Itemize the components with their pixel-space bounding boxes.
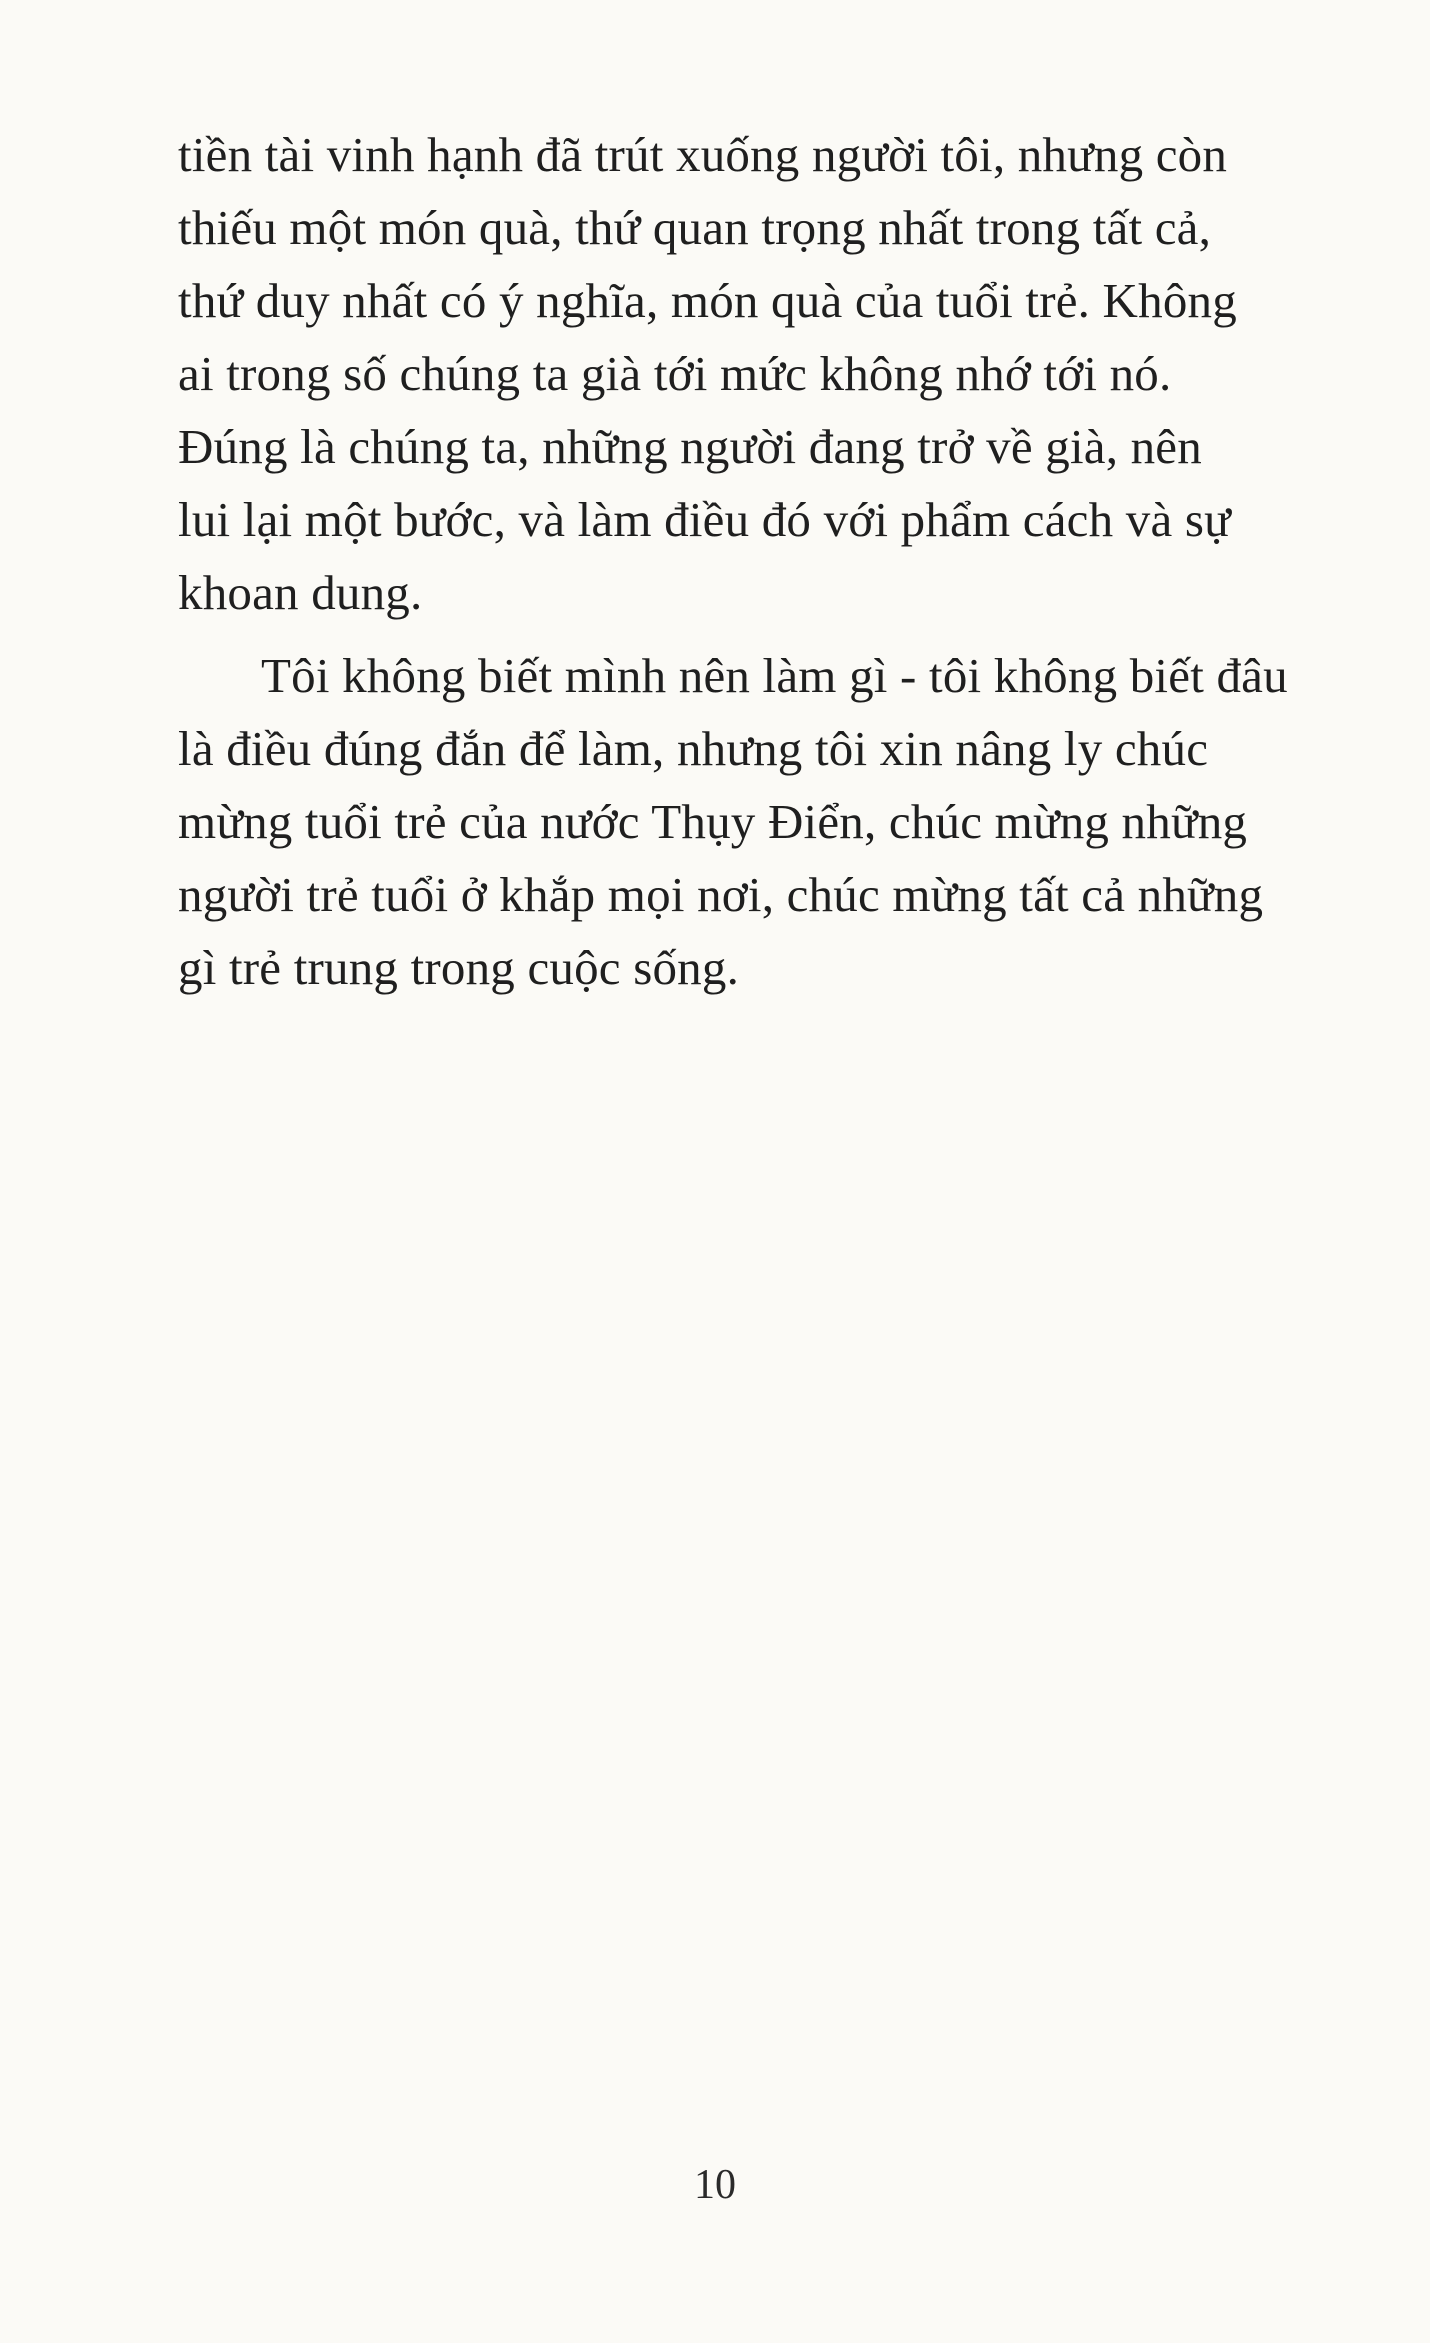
- page-number: 10: [694, 2162, 736, 2208]
- paragraph-spacer: [178, 629, 1378, 639]
- text-line: khoan dung.: [178, 565, 423, 620]
- text-line: thiếu một món quà, thứ quan trọng nhất trong tất cả,: [178, 200, 1212, 255]
- text-line: người trẻ tuổi ở khắp mọi nơi, chúc mừng tất cả những: [178, 867, 1264, 922]
- paragraph-2: [178, 639, 1378, 1004]
- text-line: thứ duy nhất có ý nghĩa, món quà của tuổi trẻ. Không: [178, 273, 1237, 328]
- text-line: Tôi không biết mình nên làm gì - tôi không biết đâu: [261, 648, 1288, 703]
- text-line: tiền tài vinh hạnh đã trút xuống người tôi, nhưng còn: [178, 127, 1228, 182]
- text-line: ai trong số chúng ta già tới mức không nhớ tới nó.: [178, 346, 1172, 401]
- body-text: [178, 118, 1378, 1004]
- text-line: mừng tuổi trẻ của nước Thụy Điển, chúc mừng những: [178, 794, 1248, 849]
- text-line: lui lại một bước, và làm điều đó với phẩm cách và sự: [178, 492, 1231, 547]
- text-line: Đúng là chúng ta, những người đang trở về già, nên: [178, 419, 1202, 474]
- text-line: là điều đúng đắn để làm, nhưng tôi xin nâng ly chúc: [178, 721, 1209, 776]
- paragraph-1: [178, 118, 1378, 629]
- text-line: gì trẻ trung trong cuộc sống.: [178, 940, 740, 995]
